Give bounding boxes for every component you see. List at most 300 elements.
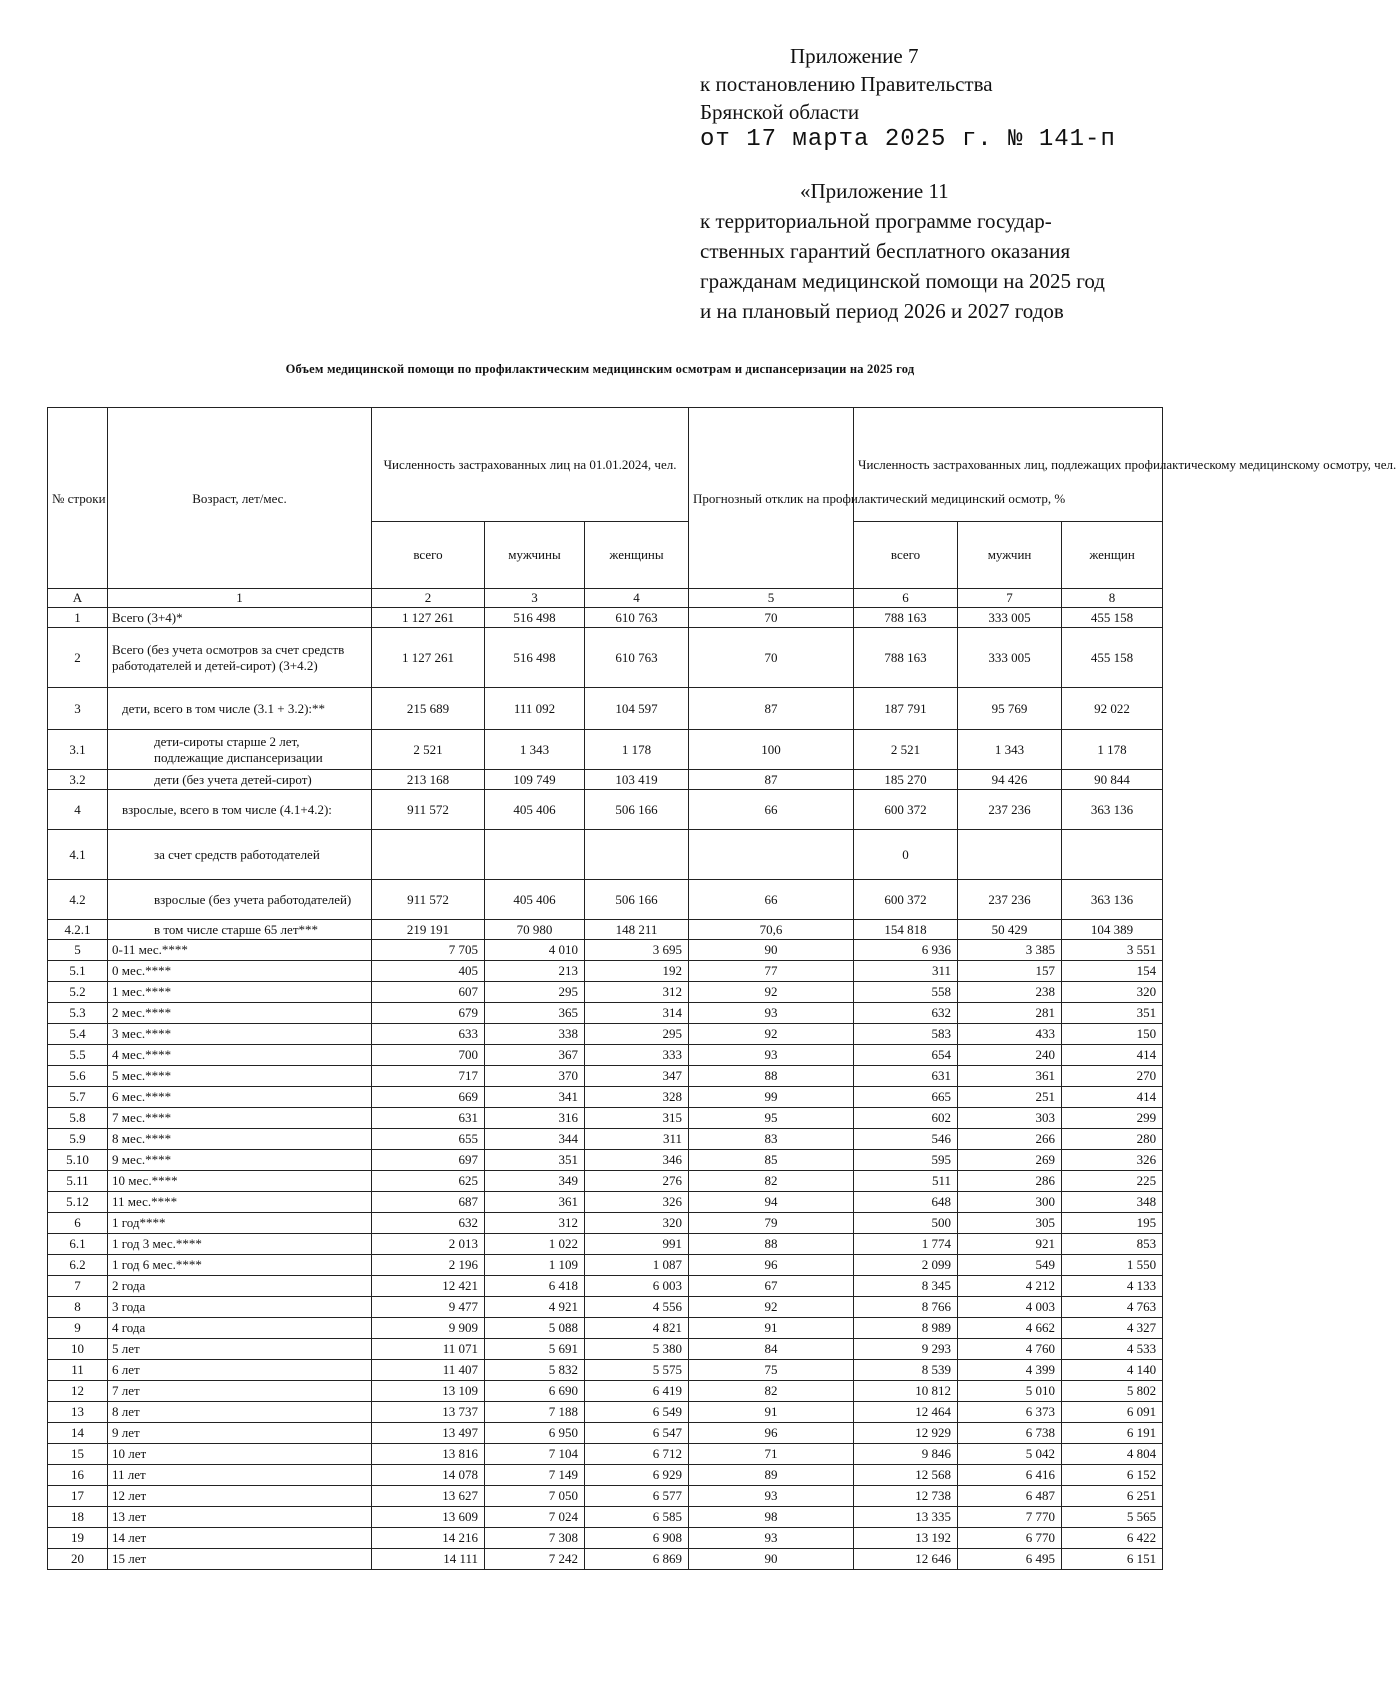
cell-value: 5 575 — [585, 1360, 689, 1381]
cell-value: 92 — [689, 1024, 854, 1045]
row-number: 12 — [48, 1381, 108, 1402]
cell-value: 4 140 — [1062, 1360, 1163, 1381]
row-label: 12 лет — [108, 1486, 372, 1507]
row-number: 5.4 — [48, 1024, 108, 1045]
cell-value: 90 844 — [1062, 770, 1163, 790]
table-row — [48, 628, 1163, 688]
col-header-age: Возраст, лет/мес. — [108, 408, 372, 589]
row-number: 10 — [48, 1339, 108, 1360]
cell-value: 607 — [372, 982, 485, 1003]
cell-value: 6 495 — [958, 1549, 1062, 1570]
row-label: 9 мес.**** — [108, 1150, 372, 1171]
cell-value: 370 — [485, 1066, 585, 1087]
cell-value: 3 385 — [958, 940, 1062, 961]
table-row — [48, 1234, 1163, 1255]
cell-value: 333 005 — [958, 608, 1062, 628]
cell-value: 665 — [854, 1087, 958, 1108]
table-row — [48, 770, 1163, 790]
cell-value: 5 010 — [958, 1381, 1062, 1402]
resolution-header — [700, 42, 1116, 154]
cell-value: 326 — [585, 1192, 689, 1213]
table-row — [48, 608, 1163, 628]
cell-value: 14 111 — [372, 1549, 485, 1570]
cell-value: 87 — [689, 688, 854, 730]
cell-value: 338 — [485, 1024, 585, 1045]
cell-value: 595 — [854, 1150, 958, 1171]
cell-value: 92 022 — [1062, 688, 1163, 730]
table-row — [48, 982, 1163, 1003]
cell-value: 500 — [854, 1213, 958, 1234]
row-number: 5.5 — [48, 1045, 108, 1066]
cell-value: 655 — [372, 1129, 485, 1150]
cell-value: 79 — [689, 1213, 854, 1234]
cell-value: 4 763 — [1062, 1297, 1163, 1318]
cell-value: 82 — [689, 1381, 854, 1402]
cell-value: 7 024 — [485, 1507, 585, 1528]
row-label: в том числе старше 65 лет*** — [108, 920, 372, 940]
cell-value: 405 — [372, 961, 485, 982]
row-label: 3 года — [108, 1297, 372, 1318]
cell-value: 1 022 — [485, 1234, 585, 1255]
cell-value: 215 689 — [372, 688, 485, 730]
cell-value: 154 — [1062, 961, 1163, 982]
cell-value: 6 422 — [1062, 1528, 1163, 1549]
row-label: 3 мес.**** — [108, 1024, 372, 1045]
cell-value: 237 236 — [958, 880, 1062, 920]
table-row — [48, 1360, 1163, 1381]
cell-value: 90 — [689, 1549, 854, 1570]
row-label: 11 мес.**** — [108, 1192, 372, 1213]
header-line: к постановлению Правительства — [700, 72, 993, 96]
cell-value: 433 — [958, 1024, 1062, 1045]
table-row — [48, 1087, 1163, 1108]
cell-value: 213 168 — [372, 770, 485, 790]
cell-value: 6 929 — [585, 1465, 689, 1486]
cell-value: 269 — [958, 1150, 1062, 1171]
cell-value: 5 802 — [1062, 1381, 1163, 1402]
cell-value: 4 662 — [958, 1318, 1062, 1339]
row-label: 14 лет — [108, 1528, 372, 1549]
cell-value: 150 — [1062, 1024, 1163, 1045]
column-number: 5 — [689, 589, 854, 608]
row-number: 13 — [48, 1402, 108, 1423]
cell-value: 71 — [689, 1444, 854, 1465]
cell-value: 6 712 — [585, 1444, 689, 1465]
cell-value: 361 — [958, 1066, 1062, 1087]
column-number: А — [48, 589, 108, 608]
cell-value: 185 270 — [854, 770, 958, 790]
cell-value: 1 178 — [1062, 730, 1163, 770]
cell-value: 219 191 — [372, 920, 485, 940]
cell-value: 455 158 — [1062, 628, 1163, 688]
cell-value: 95 — [689, 1108, 854, 1129]
row-label: дети-сироты старше 2 лет, подлежащие диспансеризации — [108, 730, 372, 770]
cell-value: 103 419 — [585, 770, 689, 790]
cell-value: 3 551 — [1062, 940, 1163, 961]
cell-value: 187 791 — [854, 688, 958, 730]
row-number: 7 — [48, 1276, 108, 1297]
cell-value: 669 — [372, 1087, 485, 1108]
table-row — [48, 1444, 1163, 1465]
cell-value: 455 158 — [1062, 608, 1163, 628]
cell-value: 303 — [958, 1108, 1062, 1129]
cell-value: 280 — [1062, 1129, 1163, 1150]
cell-value: 991 — [585, 1234, 689, 1255]
cell-value: 13 816 — [372, 1444, 485, 1465]
column-number: 7 — [958, 589, 1062, 608]
row-label: 4 мес.**** — [108, 1045, 372, 1066]
table-row — [48, 1129, 1163, 1150]
row-number: 5.10 — [48, 1150, 108, 1171]
row-number: 1 — [48, 608, 108, 628]
cell-value: 328 — [585, 1087, 689, 1108]
table-row — [48, 1402, 1163, 1423]
cell-value: 13 737 — [372, 1402, 485, 1423]
cell-value: 6 418 — [485, 1276, 585, 1297]
header-line: Брянской области — [700, 100, 860, 124]
cell-value: 9 909 — [372, 1318, 485, 1339]
header-line: и на плановый период 2026 и 2027 годов — [700, 299, 1064, 323]
cell-value: 1 178 — [585, 730, 689, 770]
cell-value: 70 980 — [485, 920, 585, 940]
cell-value — [1062, 830, 1163, 880]
cell-value: 6 908 — [585, 1528, 689, 1549]
row-number: 9 — [48, 1318, 108, 1339]
table-row — [48, 1213, 1163, 1234]
cell-value: 632 — [372, 1213, 485, 1234]
cell-value: 921 — [958, 1234, 1062, 1255]
row-number: 4.1 — [48, 830, 108, 880]
cell-value: 700 — [372, 1045, 485, 1066]
cell-value: 311 — [585, 1129, 689, 1150]
cell-value: 104 389 — [1062, 920, 1163, 940]
cell-value: 154 818 — [854, 920, 958, 940]
cell-value: 506 166 — [585, 880, 689, 920]
table-row — [48, 1381, 1163, 1402]
cell-value: 6 152 — [1062, 1465, 1163, 1486]
row-number: 14 — [48, 1423, 108, 1444]
cell-value: 1 343 — [958, 730, 1062, 770]
cell-value: 240 — [958, 1045, 1062, 1066]
cell-value: 6 416 — [958, 1465, 1062, 1486]
row-number: 2 — [48, 628, 108, 688]
cell-value: 344 — [485, 1129, 585, 1150]
cell-value: 83 — [689, 1129, 854, 1150]
cell-value: 1 343 — [485, 730, 585, 770]
cell-value: 367 — [485, 1045, 585, 1066]
row-label: 4 года — [108, 1318, 372, 1339]
resolution-date: от 17 марта 2025 г. № 141-п — [700, 126, 1116, 153]
cell-value: 70 — [689, 608, 854, 628]
cell-value: 299 — [1062, 1108, 1163, 1129]
cell-value: 648 — [854, 1192, 958, 1213]
row-label: 9 лет — [108, 1423, 372, 1444]
cell-value: 95 769 — [958, 688, 1062, 730]
row-number: 5.6 — [48, 1066, 108, 1087]
cell-value: 5 691 — [485, 1339, 585, 1360]
cell-value: 84 — [689, 1339, 854, 1360]
cell-value: 1 550 — [1062, 1255, 1163, 1276]
row-number: 15 — [48, 1444, 108, 1465]
cell-value: 88 — [689, 1234, 854, 1255]
row-label: 5 мес.**** — [108, 1066, 372, 1087]
cell-value: 13 497 — [372, 1423, 485, 1444]
row-label: 13 лет — [108, 1507, 372, 1528]
col-header-total: всего — [854, 522, 958, 589]
cell-value: 7 050 — [485, 1486, 585, 1507]
cell-value: 14 216 — [372, 1528, 485, 1549]
row-label: 10 мес.**** — [108, 1171, 372, 1192]
cell-value: 361 — [485, 1192, 585, 1213]
cell-value: 5 380 — [585, 1339, 689, 1360]
row-number: 18 — [48, 1507, 108, 1528]
row-label: 2 года — [108, 1276, 372, 1297]
cell-value: 631 — [854, 1066, 958, 1087]
table-row — [48, 1108, 1163, 1129]
cell-value: 632 — [854, 1003, 958, 1024]
cell-value: 853 — [1062, 1234, 1163, 1255]
row-label: взрослые (без учета работодателей) — [108, 880, 372, 920]
cell-value: 363 136 — [1062, 790, 1163, 830]
row-number: 17 — [48, 1486, 108, 1507]
cell-value: 314 — [585, 1003, 689, 1024]
cell-value — [485, 830, 585, 880]
cell-value: 7 104 — [485, 1444, 585, 1465]
row-label: 6 лет — [108, 1360, 372, 1381]
row-label: 2 мес.**** — [108, 1003, 372, 1024]
row-label: Всего (без учета осмотров за счет средств работодателей и детей-сирот) (3+4.2) — [108, 628, 372, 688]
cell-value: 7 770 — [958, 1507, 1062, 1528]
cell-value: 94 426 — [958, 770, 1062, 790]
cell-value: 5 042 — [958, 1444, 1062, 1465]
row-number: 4 — [48, 790, 108, 830]
row-number: 5.3 — [48, 1003, 108, 1024]
appendix-title: «Приложение 11 — [800, 179, 949, 203]
cell-value: 6 577 — [585, 1486, 689, 1507]
col-header-female: женщины — [585, 522, 689, 589]
cell-value: 11 407 — [372, 1360, 485, 1381]
table-row — [48, 730, 1163, 770]
cell-value: 7 149 — [485, 1465, 585, 1486]
cell-value: 506 166 — [585, 790, 689, 830]
cell-value: 1 127 261 — [372, 608, 485, 628]
cell-value: 93 — [689, 1528, 854, 1549]
cell-value: 320 — [1062, 982, 1163, 1003]
cell-value: 348 — [1062, 1192, 1163, 1213]
row-number: 6.2 — [48, 1255, 108, 1276]
cell-value: 94 — [689, 1192, 854, 1213]
cell-value: 788 163 — [854, 608, 958, 628]
row-number: 5.1 — [48, 961, 108, 982]
column-number: 8 — [1062, 589, 1163, 608]
cell-value: 300 — [958, 1192, 1062, 1213]
cell-value: 558 — [854, 982, 958, 1003]
cell-value: 4 804 — [1062, 1444, 1163, 1465]
row-number: 5.2 — [48, 982, 108, 1003]
cell-value: 6 770 — [958, 1528, 1062, 1549]
cell-value: 66 — [689, 880, 854, 920]
row-number: 4.2 — [48, 880, 108, 920]
cell-value: 9 477 — [372, 1297, 485, 1318]
row-number: 5.9 — [48, 1129, 108, 1150]
cell-value: 281 — [958, 1003, 1062, 1024]
cell-value: 911 572 — [372, 880, 485, 920]
cell-value: 4 003 — [958, 1297, 1062, 1318]
cell-value: 192 — [585, 961, 689, 982]
row-number: 5.12 — [48, 1192, 108, 1213]
table-row — [48, 1297, 1163, 1318]
table-row — [48, 1066, 1163, 1087]
cell-value: 5 832 — [485, 1360, 585, 1381]
cell-value: 405 406 — [485, 790, 585, 830]
cell-value: 92 — [689, 982, 854, 1003]
row-label: 1 год 3 мес.**** — [108, 1234, 372, 1255]
table-row — [48, 1255, 1163, 1276]
cell-value: 4 921 — [485, 1297, 585, 1318]
column-number: 4 — [585, 589, 689, 608]
row-label: 1 год 6 мес.**** — [108, 1255, 372, 1276]
cell-value: 516 498 — [485, 608, 585, 628]
program-header — [700, 176, 1105, 326]
table-row — [48, 1171, 1163, 1192]
cell-value: 788 163 — [854, 628, 958, 688]
row-label: 10 лет — [108, 1444, 372, 1465]
cell-value: 351 — [485, 1150, 585, 1171]
cell-value: 93 — [689, 1003, 854, 1024]
cell-value: 8 766 — [854, 1297, 958, 1318]
cell-value: 7 308 — [485, 1528, 585, 1549]
cell-value: 4 212 — [958, 1276, 1062, 1297]
row-number: 16 — [48, 1465, 108, 1486]
row-label: 1 мес.**** — [108, 982, 372, 1003]
cell-value: 88 — [689, 1066, 854, 1087]
cell-value: 5 088 — [485, 1318, 585, 1339]
cell-value: 104 597 — [585, 688, 689, 730]
cell-value: 1 087 — [585, 1255, 689, 1276]
row-number: 3.1 — [48, 730, 108, 770]
cell-value: 583 — [854, 1024, 958, 1045]
table-row — [48, 1024, 1163, 1045]
cell-value: 251 — [958, 1087, 1062, 1108]
row-label: 7 мес.**** — [108, 1108, 372, 1129]
row-number: 20 — [48, 1549, 108, 1570]
cell-value: 6 151 — [1062, 1549, 1163, 1570]
cell-value: 511 — [854, 1171, 958, 1192]
cell-value: 687 — [372, 1192, 485, 1213]
row-label: 8 лет — [108, 1402, 372, 1423]
cell-value: 6 191 — [1062, 1423, 1163, 1444]
row-number: 4.2.1 — [48, 920, 108, 940]
cell-value: 2 196 — [372, 1255, 485, 1276]
cell-value: 363 136 — [1062, 880, 1163, 920]
cell-value — [585, 830, 689, 880]
cell-value: 4 760 — [958, 1339, 1062, 1360]
cell-value: 4 556 — [585, 1297, 689, 1318]
cell-value: 12 738 — [854, 1486, 958, 1507]
row-number: 6 — [48, 1213, 108, 1234]
cell-value: 717 — [372, 1066, 485, 1087]
table-row — [48, 1549, 1163, 1570]
col-header-male: мужчин — [958, 522, 1062, 589]
cell-value: 270 — [1062, 1066, 1163, 1087]
row-label: 0-11 мес.**** — [108, 940, 372, 961]
header-line: ственных гарантий бесплатного оказания — [700, 239, 1071, 263]
col-header-insured: Численность застрахованных лиц на 01.01.2024, чел. — [372, 408, 689, 522]
row-number: 5.7 — [48, 1087, 108, 1108]
cell-value: 12 568 — [854, 1465, 958, 1486]
row-label: дети, всего в том числе (3.1 + 3.2):** — [108, 688, 372, 730]
cell-value: 341 — [485, 1087, 585, 1108]
cell-value: 195 — [1062, 1213, 1163, 1234]
cell-value: 326 — [1062, 1150, 1163, 1171]
cell-value: 610 763 — [585, 628, 689, 688]
cell-value: 6 487 — [958, 1486, 1062, 1507]
cell-value: 6 003 — [585, 1276, 689, 1297]
cell-value: 1 127 261 — [372, 628, 485, 688]
cell-value: 2 521 — [854, 730, 958, 770]
cell-value: 316 — [485, 1108, 585, 1129]
cell-value: 346 — [585, 1150, 689, 1171]
cell-value: 625 — [372, 1171, 485, 1192]
table-row — [48, 961, 1163, 982]
cell-value: 157 — [958, 961, 1062, 982]
row-label: 5 лет — [108, 1339, 372, 1360]
cell-value: 6 547 — [585, 1423, 689, 1444]
cell-value — [689, 830, 854, 880]
cell-value: 13 109 — [372, 1381, 485, 1402]
cell-value: 315 — [585, 1108, 689, 1129]
table-row — [48, 1486, 1163, 1507]
cell-value: 286 — [958, 1171, 1062, 1192]
cell-value: 4 533 — [1062, 1339, 1163, 1360]
cell-value: 276 — [585, 1171, 689, 1192]
row-number: 5.11 — [48, 1171, 108, 1192]
row-label: взрослые, всего в том числе (4.1+4.2): — [108, 790, 372, 830]
cell-value: 600 372 — [854, 880, 958, 920]
document-title: Объем медицинской помощи по профилактическим медицинским осмотрам и диспансеризации на 2025 год — [285, 362, 915, 376]
col-header-rownum: № строки — [48, 408, 108, 589]
cell-value: 90 — [689, 940, 854, 961]
table-row — [48, 790, 1163, 830]
cell-value: 365 — [485, 1003, 585, 1024]
table-row — [48, 1150, 1163, 1171]
cell-value: 70,6 — [689, 920, 854, 940]
cell-value: 405 406 — [485, 880, 585, 920]
cell-value: 12 929 — [854, 1423, 958, 1444]
table-row — [48, 1465, 1163, 1486]
table-row — [48, 940, 1163, 961]
row-number: 3.2 — [48, 770, 108, 790]
cell-value: 6 738 — [958, 1423, 1062, 1444]
cell-value: 311 — [854, 961, 958, 982]
cell-value: 13 627 — [372, 1486, 485, 1507]
cell-value: 633 — [372, 1024, 485, 1045]
cell-value: 4 821 — [585, 1318, 689, 1339]
row-number: 5.8 — [48, 1108, 108, 1129]
cell-value: 6 936 — [854, 940, 958, 961]
cell-value: 98 — [689, 1507, 854, 1528]
cell-value: 549 — [958, 1255, 1062, 1276]
cell-value: 50 429 — [958, 920, 1062, 940]
column-number: 6 — [854, 589, 958, 608]
row-label: 8 мес.**** — [108, 1129, 372, 1150]
row-number: 5 — [48, 940, 108, 961]
appendix-title: Приложение 7 — [790, 44, 919, 68]
medical-exam-table — [47, 407, 1396, 1570]
row-label: 1 год**** — [108, 1213, 372, 1234]
cell-value: 13 192 — [854, 1528, 958, 1549]
cell-value: 99 — [689, 1087, 854, 1108]
